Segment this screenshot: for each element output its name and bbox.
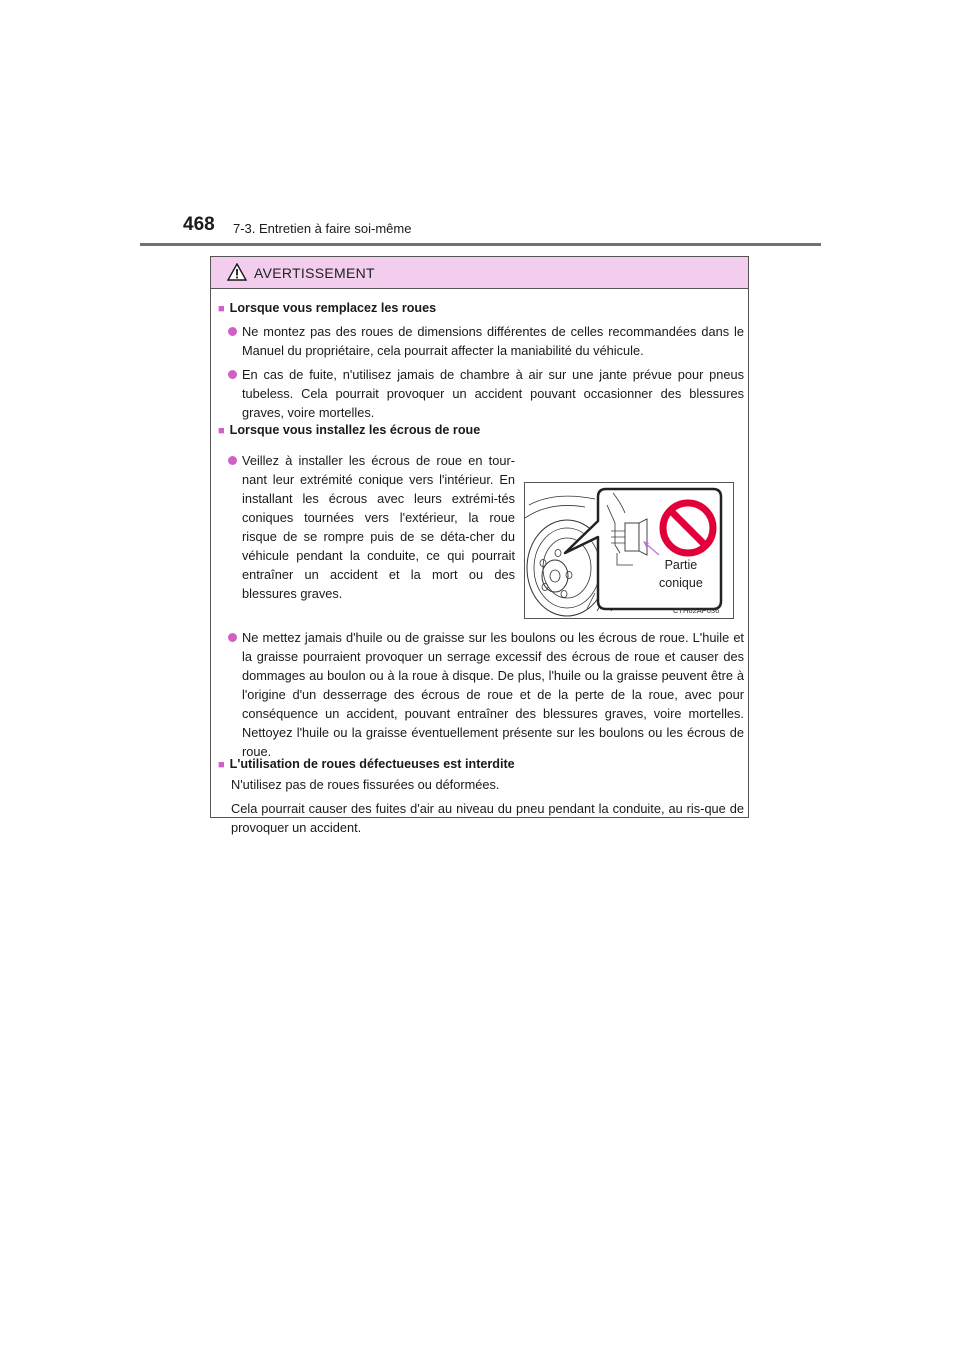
page-number: 468 bbox=[183, 214, 215, 235]
warning-title: AVERTISSEMENT bbox=[254, 265, 375, 281]
bullet-icon bbox=[228, 327, 237, 336]
bullet-text: Ne mettez jamais d'huile ou de graisse sur les boulons ou les écrous de roue. L'huile et la graisse pourraient provoquer un serrage excessif des écrous de roue et causer des dommages au boulon ou à la roue à disque. De plus, l'huile ou la graisse peuvent être à l'origine d'un desserrage des écrous de roue et de la perte de la roue, avec pour conséquence un accident, pouvant entraîner des blessures graves, voire mortelles. Nettoyez l'huile ou la graisse éventuellement présente sur les boulons ou les écrous de roue. bbox=[242, 630, 744, 759]
square-bullet-icon: ■ bbox=[218, 759, 225, 771]
warning-header bbox=[211, 257, 748, 289]
figure-label: Partie conique bbox=[659, 558, 703, 590]
warning-box bbox=[210, 256, 749, 835]
square-bullet-icon: ■ bbox=[218, 425, 225, 437]
section-heading: ■ L'utilisation de roues défectueuses est interdite bbox=[218, 757, 515, 771]
prohibition-icon bbox=[663, 503, 713, 553]
bullet-icon bbox=[228, 633, 237, 642]
bullet-text: Veillez à installer les écrous de roue en tour-nant leur extrémité conique vers l'intérieur. En installant les écrous avec leurs extrémi-tés coniques tournées vers l'extérieur, la roue risque de se rompre puis de se déta-cher du véhicule pendant la conduite, ce qui pourrait entraîner un accident et la mort ou des blessures graves. bbox=[242, 453, 515, 601]
wheel-nut-illustration bbox=[525, 483, 733, 618]
figure-code: CTH62AP036 bbox=[673, 606, 720, 615]
wheel-nut-figure bbox=[524, 482, 734, 619]
bullet-icon bbox=[228, 456, 237, 465]
paragraph-text: Cela pourrait causer des fuites d'air au niveau du pneu pendant la conduite, au ris-que de provoquer un accident. bbox=[231, 801, 744, 835]
warning-triangle-icon bbox=[227, 263, 247, 281]
bullet-text: En cas de fuite, n'utilisez jamais de chambre à air sur une jante prévue pour pneus tubeless. Cela pourrait provoquer un accident pouvant occasionner des blessures graves, voire mortelles. bbox=[242, 367, 744, 420]
header-rule bbox=[140, 243, 821, 246]
bullet-text: Ne montez pas des roues de dimensions différentes de celles recommandées dans le Manuel du propriétaire, cela pourrait affecter la maniabilité du véhicule. bbox=[242, 324, 744, 358]
section-heading: ■ Lorsque vous remplacez les roues bbox=[218, 301, 437, 315]
bullet-icon bbox=[228, 370, 237, 379]
section-heading: ■ Lorsque vous installez les écrous de roue bbox=[218, 423, 481, 437]
paragraph-text: N'utilisez pas de roues fissurées ou déformées. bbox=[231, 777, 500, 792]
section-title: 7-3. Entretien à faire soi-même bbox=[233, 221, 412, 236]
square-bullet-icon: ■ bbox=[218, 303, 225, 315]
